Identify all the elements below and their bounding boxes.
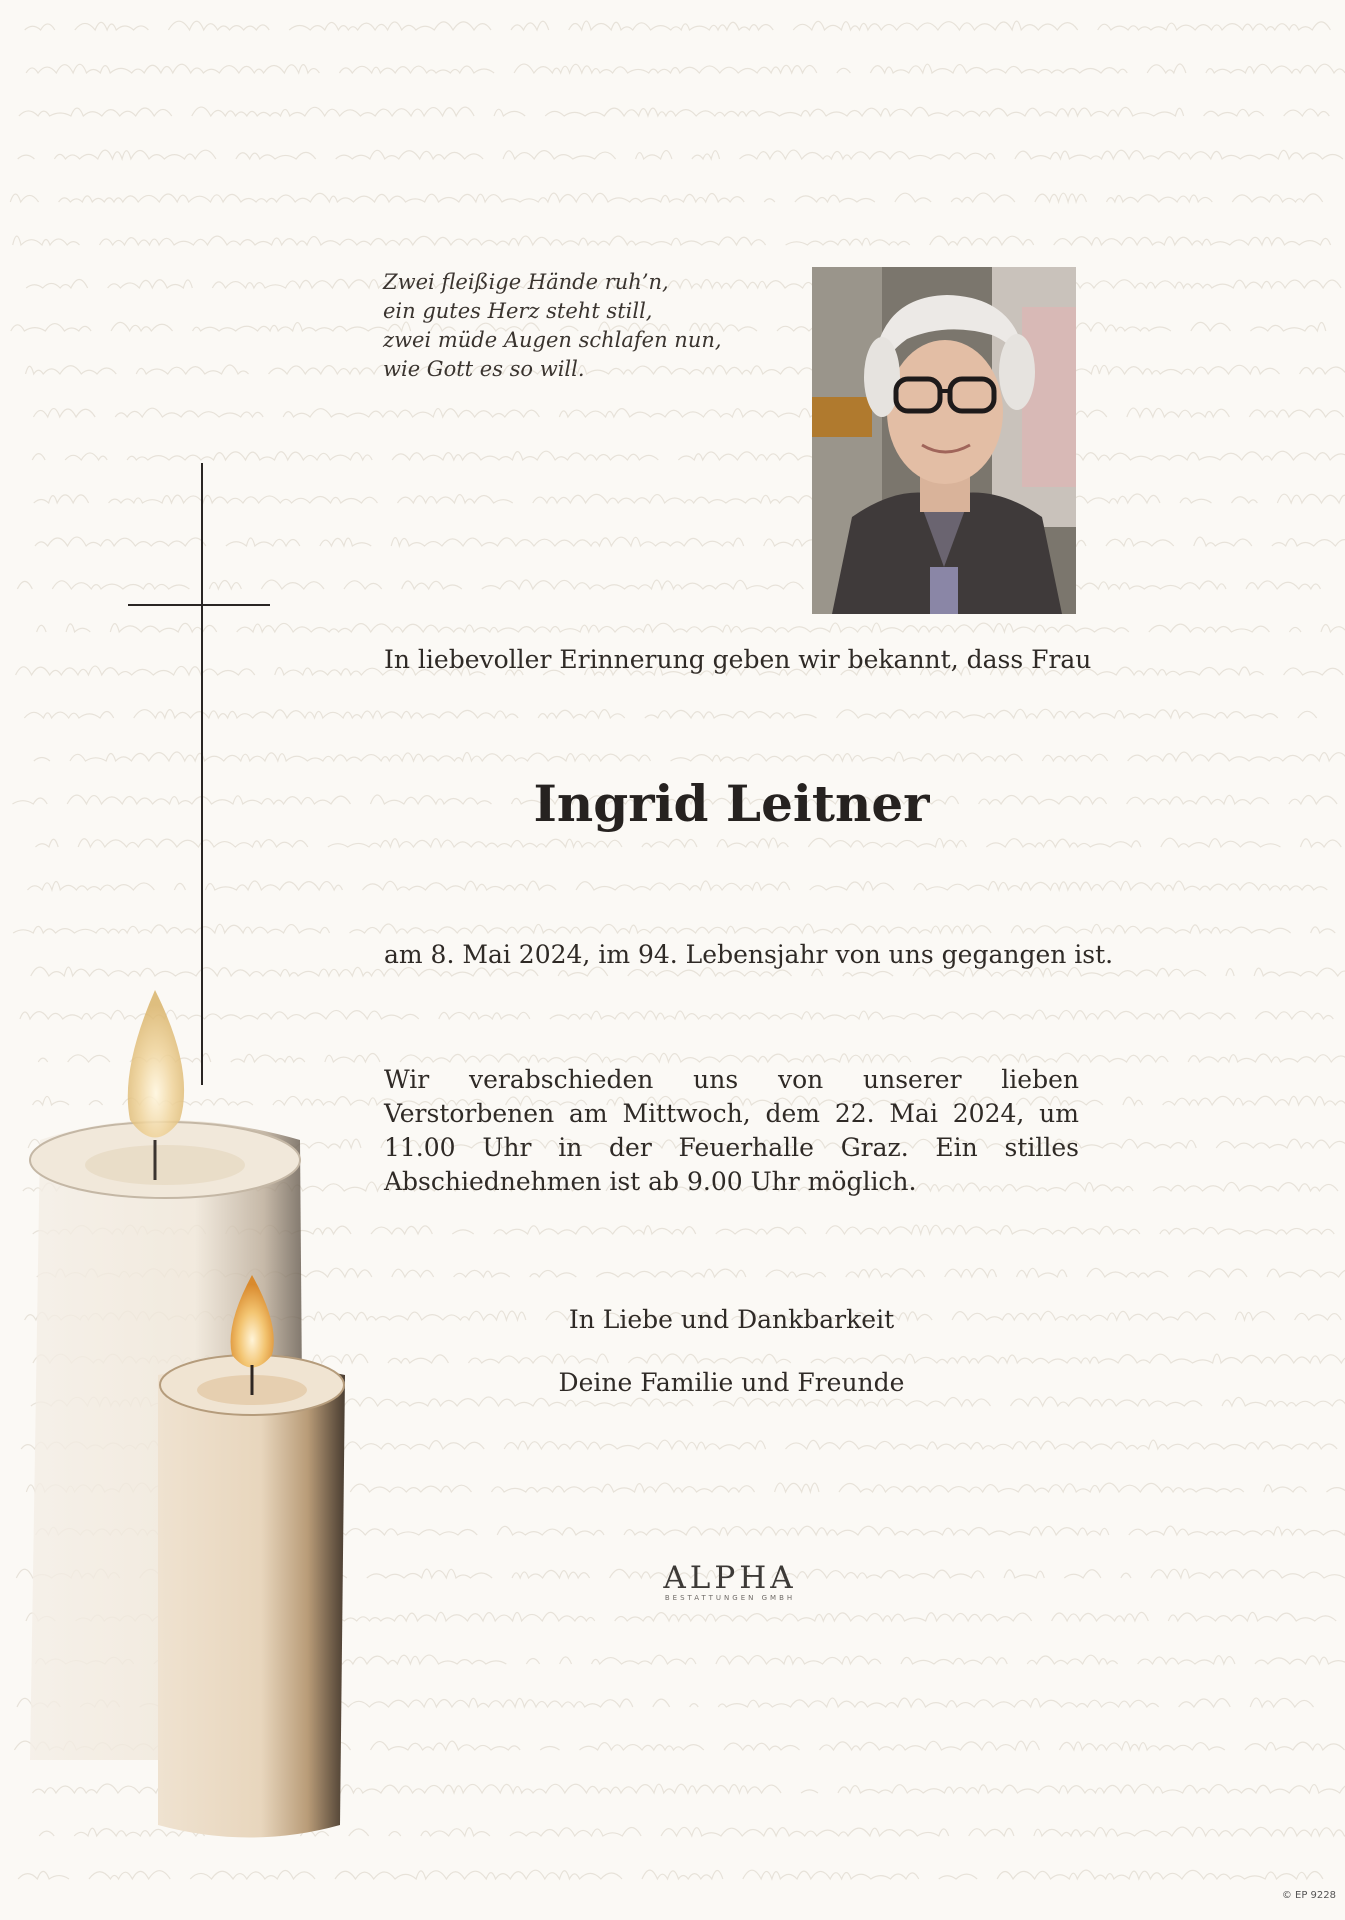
death-date-text: am 8. Mai 2024, im 94. Lebensjahr von uns gegangen ist. [384,940,1114,969]
signature-line: Deine Familie und Freunde [558,1368,905,1397]
handwriting-stroke [25,21,1345,30]
portrait-photo [812,267,1076,614]
logo-name: ALPHA [663,1560,797,1596]
company-logo [640,1560,820,1602]
poem-line: ein gutes Herz steht still, [383,299,653,323]
closing-line: In Liebe und Dankbarkeit [568,1305,895,1334]
handwriting-stroke [18,1870,1343,1879]
handwriting-stroke [32,451,1345,460]
handwriting-stroke [13,236,1345,245]
print-code: © EP 9228 [1281,1890,1336,1901]
deceased-name: Ingrid Leitner [533,774,930,833]
handwriting-stroke [18,150,1343,159]
logo-subtitle: BESTATTUNGEN GMBH [664,1594,796,1602]
poem [383,268,763,384]
poem-line: wie Gott es so will. [383,357,585,381]
handwriting-stroke [10,193,1322,202]
poem-line: zwei müde Augen schlafen nun, [383,328,722,352]
handwriting-stroke [33,408,1345,417]
handwriting-stroke [19,107,1329,116]
intro-text: In liebevoller Erinnerung geben wir bekannt, dass Frau [384,645,1092,674]
candle-icon [0,980,360,1860]
handwriting-stroke [26,64,1345,73]
poem-line: Zwei fleißige Hände ruh’n, [383,270,669,294]
funeral-service-text: Wir verabschieden uns von unserer lieben Verstorbenen am Mittwoch, dem 22. Mai 2024, um 11.00 Uhr in der Feuerhalle Graz. Ein stilles Abschiednehmen ist ab 9.00 Uhr möglich. [384,1065,1079,1196]
